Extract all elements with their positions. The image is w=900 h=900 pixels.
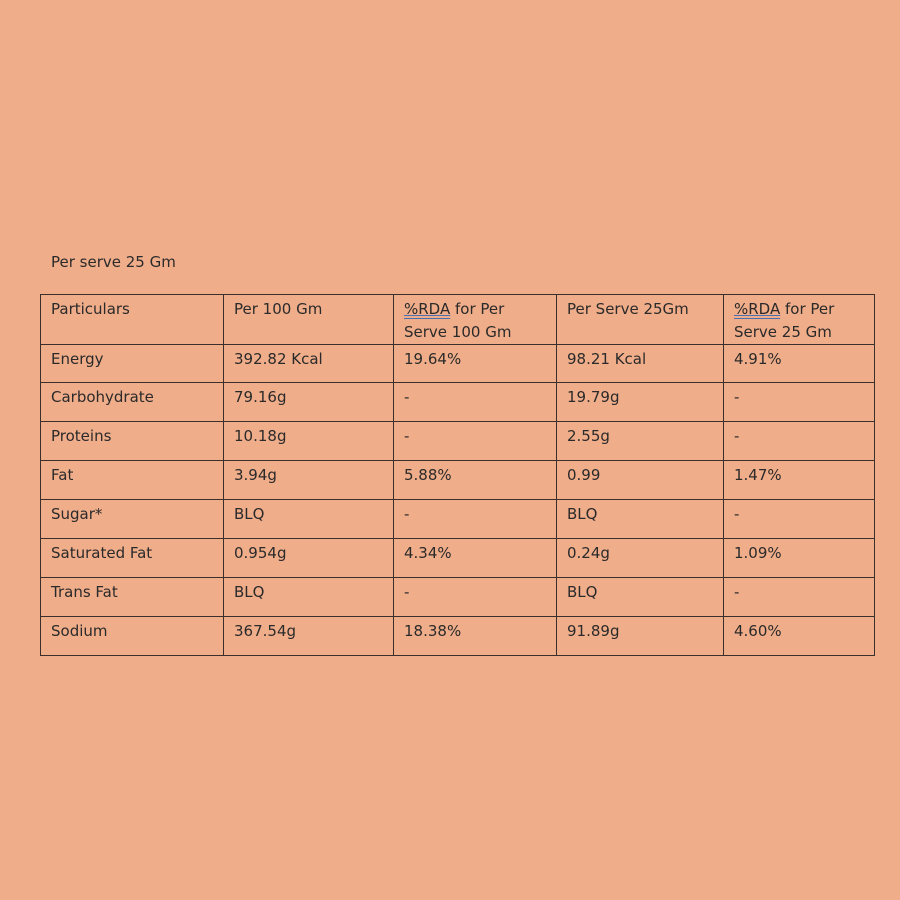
cell-per-100: BLQ	[224, 578, 394, 617]
rda-abbrev: %RDA	[404, 300, 451, 318]
cell-per-serve: BLQ	[557, 500, 724, 539]
cell-rda-25: -	[724, 422, 875, 461]
cell-rda-100: -	[394, 500, 557, 539]
table-row	[41, 578, 875, 617]
cell-per-serve: 2.55g	[557, 422, 724, 461]
header-rda-100-gm	[394, 295, 557, 345]
cell-per-100: 367.54g	[224, 617, 394, 656]
cell-particular: Proteins	[41, 422, 224, 461]
cell-rda-100: 19.64%	[394, 345, 557, 383]
cell-per-100: 79.16g	[224, 383, 394, 422]
cell-per-serve: 19.79g	[557, 383, 724, 422]
cell-per-serve: 98.21 Kcal	[557, 345, 724, 383]
cell-rda-25: 1.47%	[724, 461, 875, 500]
cell-particular: Saturated Fat	[41, 539, 224, 578]
header-per-serve: Per Serve 25Gm	[557, 295, 724, 345]
header-rda-25-text: for Per Serve 25 Gm	[734, 300, 835, 341]
cell-rda-25: -	[724, 383, 875, 422]
table-row	[41, 345, 875, 383]
cell-rda-100: 4.34%	[394, 539, 557, 578]
table-row	[41, 539, 875, 578]
table-row	[41, 617, 875, 656]
cell-per-serve: 0.24g	[557, 539, 724, 578]
cell-particular: Sugar*	[41, 500, 224, 539]
table-row	[41, 500, 875, 539]
rda-abbrev: %RDA	[734, 300, 781, 318]
cell-rda-25: 4.60%	[724, 617, 875, 656]
table-row	[41, 422, 875, 461]
cell-per-100: 10.18g	[224, 422, 394, 461]
cell-particular: Trans Fat	[41, 578, 224, 617]
cell-per-100: 0.954g	[224, 539, 394, 578]
cell-particular: Energy	[41, 345, 224, 383]
cell-particular: Carbohydrate	[41, 383, 224, 422]
cell-particular: Fat	[41, 461, 224, 500]
cell-rda-25: -	[724, 578, 875, 617]
header-rda-100-text: for Per Serve 100 Gm	[404, 300, 512, 341]
cell-rda-100: -	[394, 383, 557, 422]
cell-per-100: 392.82 Kcal	[224, 345, 394, 383]
table-caption: Per serve 25 Gm	[51, 253, 176, 271]
cell-rda-25: -	[724, 500, 875, 539]
cell-rda-25: 1.09%	[724, 539, 875, 578]
cell-per-serve: 0.99	[557, 461, 724, 500]
cell-rda-25: 4.91%	[724, 345, 875, 383]
cell-per-100: 3.94g	[224, 461, 394, 500]
table-row	[41, 383, 875, 422]
cell-per-100: BLQ	[224, 500, 394, 539]
cell-rda-100: 18.38%	[394, 617, 557, 656]
cell-rda-100: -	[394, 422, 557, 461]
nutrition-table	[40, 294, 875, 656]
header-rda-25-gm	[724, 295, 875, 345]
cell-rda-100: -	[394, 578, 557, 617]
cell-per-serve: BLQ	[557, 578, 724, 617]
cell-per-serve: 91.89g	[557, 617, 724, 656]
table-row	[41, 461, 875, 500]
header-particulars: Particulars	[41, 295, 224, 345]
header-per-100-gm: Per 100 Gm	[224, 295, 394, 345]
table-header-row	[41, 295, 875, 345]
cell-rda-100: 5.88%	[394, 461, 557, 500]
cell-particular: Sodium	[41, 617, 224, 656]
